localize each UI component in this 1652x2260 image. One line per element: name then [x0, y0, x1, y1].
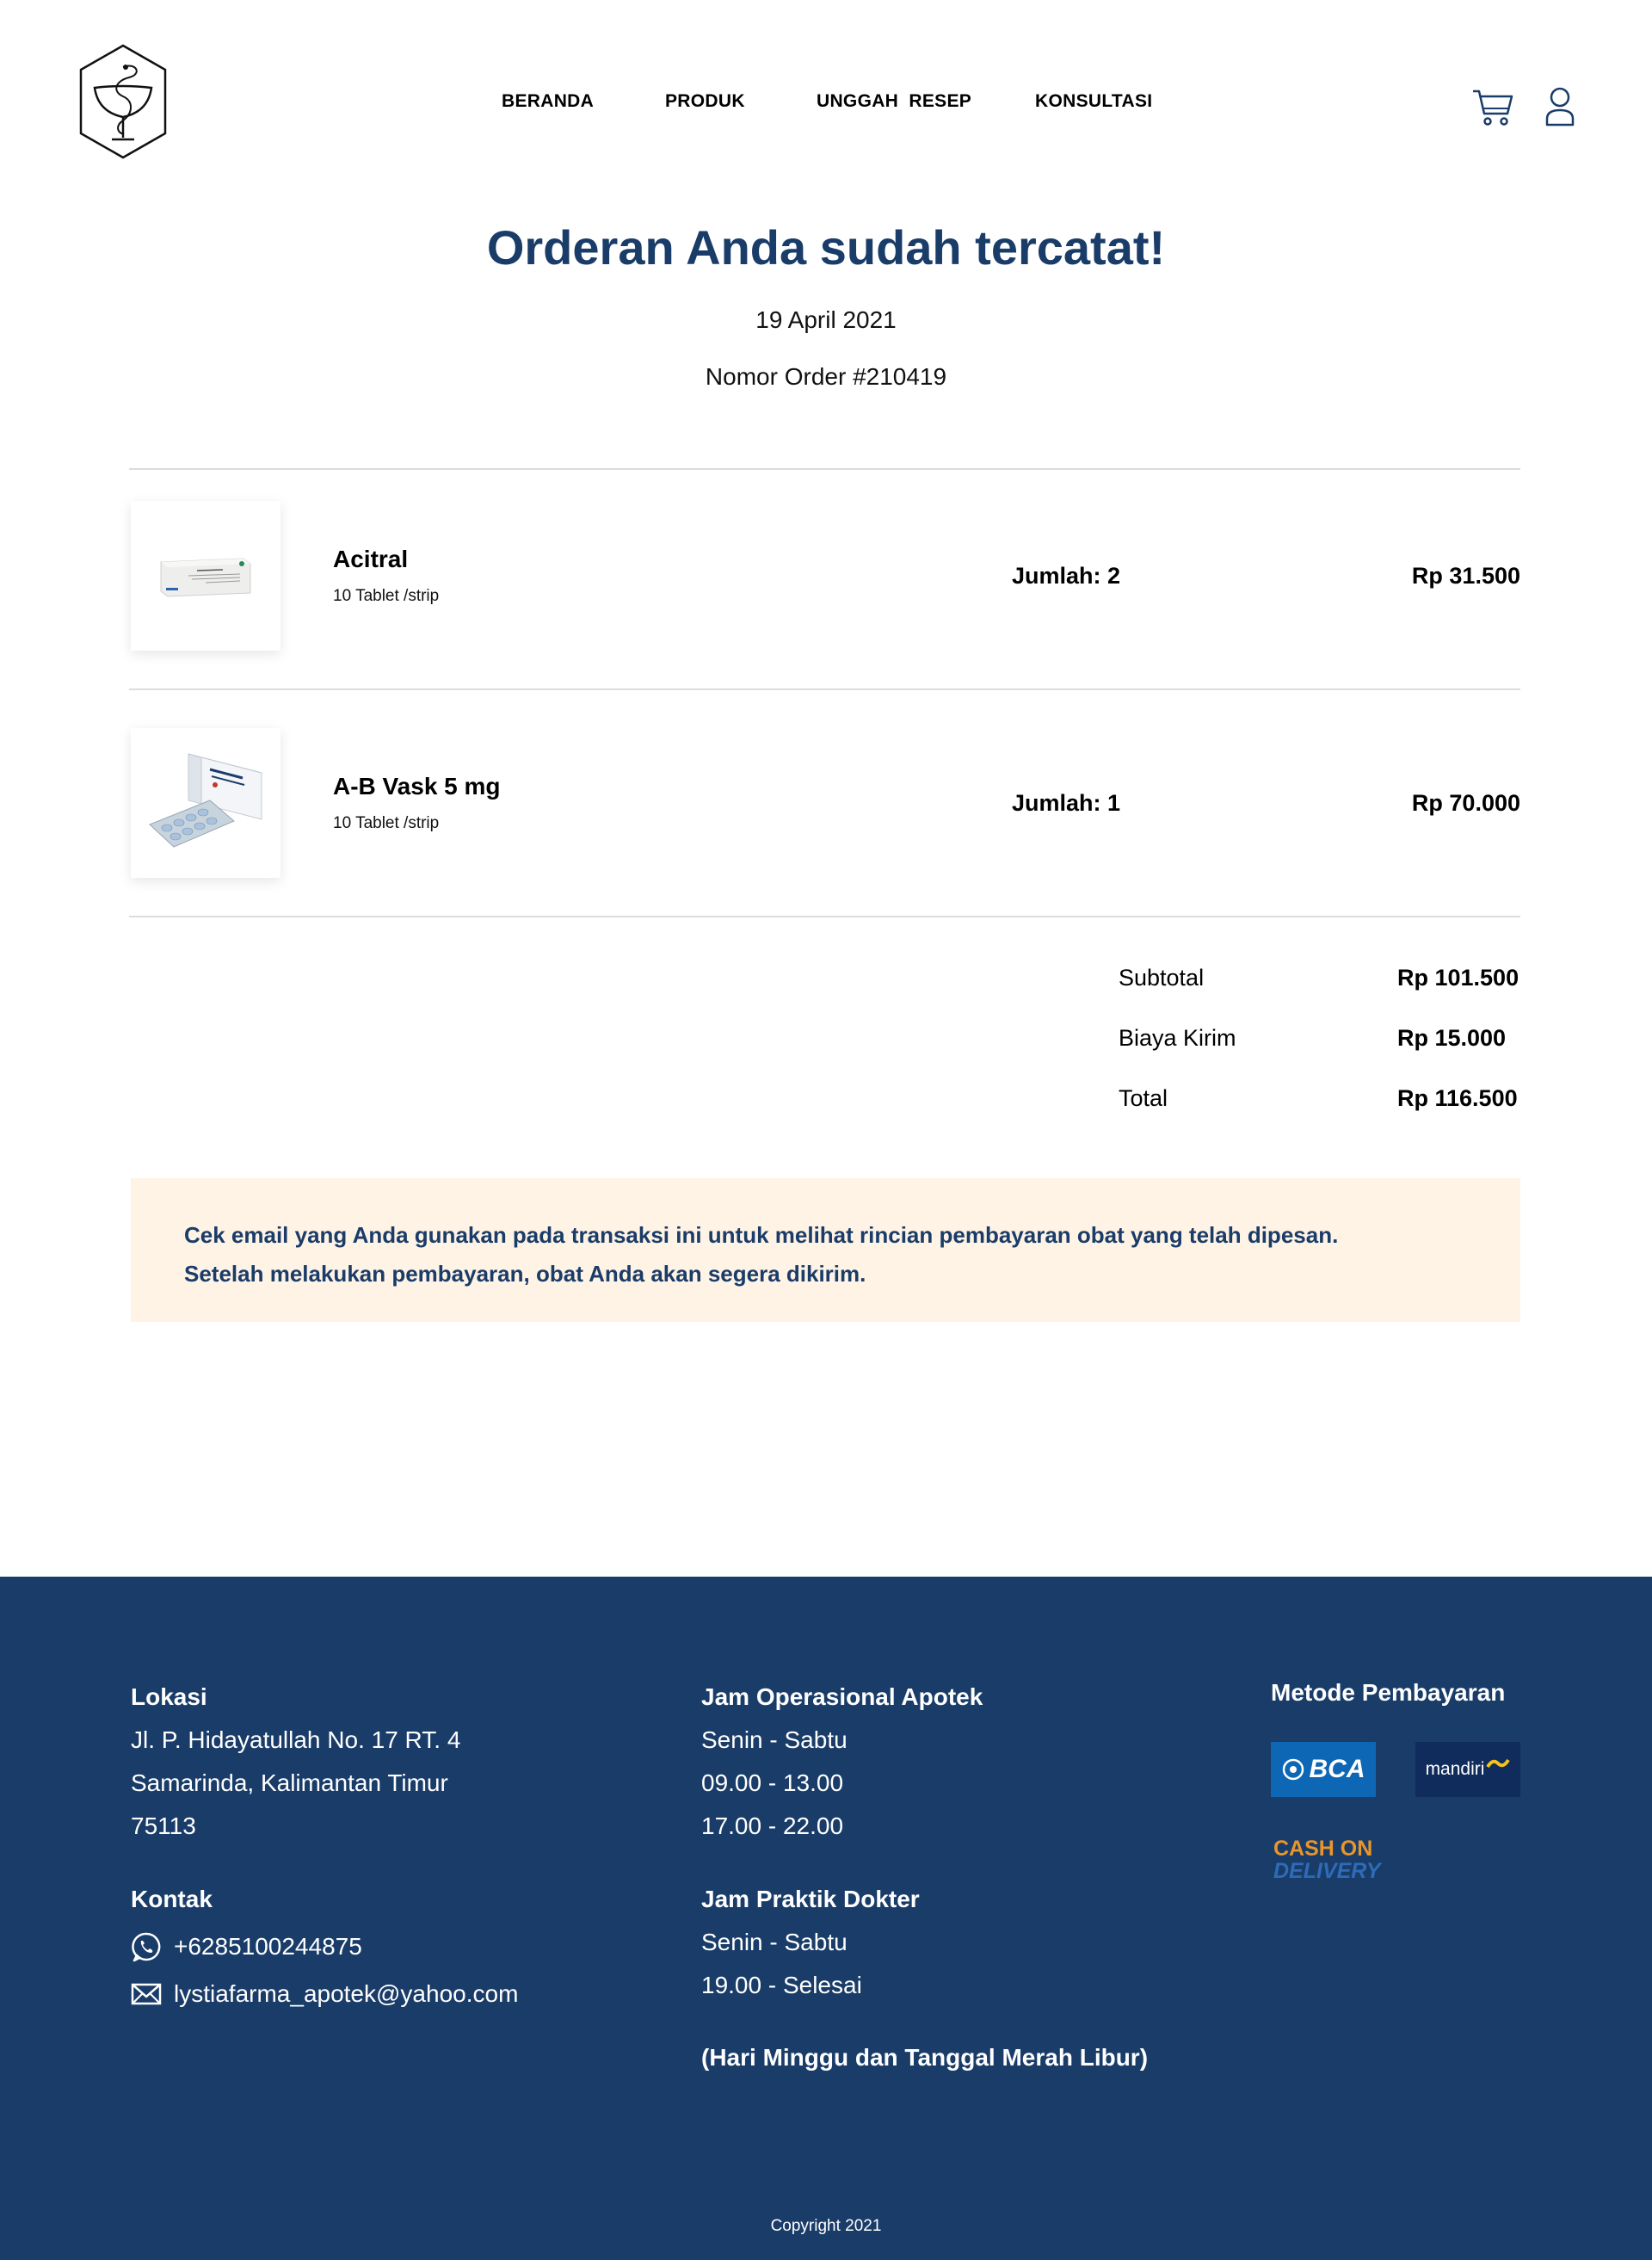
product-qty: Jumlah: 1: [1012, 790, 1121, 816]
site-footer: [0, 1577, 1652, 2260]
subtotal-label: Subtotal: [1119, 965, 1205, 991]
product-qty: Jumlah: 2: [1012, 563, 1121, 589]
summary-total: [1119, 1085, 1520, 1116]
divider: [129, 688, 1520, 690]
holiday-note: (Hari Minggu dan Tanggal Merah Libur): [701, 2044, 1149, 2071]
payment-heading: Metode Pembayaran: [1271, 1679, 1506, 1706]
cart-icon[interactable]: [1471, 86, 1514, 127]
address-line: Jl. P. Hidayatullah No. 17 RT. 4: [131, 1726, 461, 1753]
location-heading: Lokasi: [131, 1683, 207, 1710]
mandiri-wave-icon: [1486, 1757, 1510, 1770]
mail-icon: [131, 1982, 162, 2006]
payment-mandiri-logo: [1415, 1742, 1520, 1797]
pharmacy-hours: 09.00 - 13.00: [701, 1769, 844, 1796]
address-line: Samarinda, Kalimantan Timur: [131, 1769, 448, 1796]
phone-number: +6285100244875: [174, 1933, 362, 1960]
page-title: Orderan Anda sudah tercatat!: [486, 220, 1166, 275]
site-header: [0, 0, 1652, 203]
product-image-acitral: [131, 501, 280, 651]
mandiri-text: mandiri: [1425, 1759, 1485, 1779]
product-price: Rp 31.500: [1411, 563, 1520, 589]
product-desc: 10 Tablet /strip: [333, 587, 440, 605]
nav-unggah-resep[interactable]: UNGGAH RESEP: [817, 91, 972, 111]
main-nav: [0, 91, 1652, 117]
product-image-ab-vask: [131, 728, 280, 878]
shipping-value: Rp 15.000: [1397, 1025, 1507, 1051]
divider: [129, 916, 1520, 917]
order-number: Nomor Order #210419: [705, 363, 947, 390]
contact-email[interactable]: [131, 1980, 518, 2008]
payment-notice: [131, 1178, 1520, 1322]
product-desc: 10 Tablet /strip: [333, 814, 440, 832]
pharmacy-hours: 17.00 - 22.00: [701, 1812, 844, 1839]
user-icon[interactable]: [1544, 86, 1575, 127]
total-value: Rp 116.500: [1397, 1085, 1518, 1111]
bca-emblem-icon: [1282, 1758, 1304, 1781]
cod-text-1: CASH ON: [1273, 1837, 1373, 1861]
product-name: A-B Vask 5 mg: [333, 773, 501, 800]
nav-produk[interactable]: PRODUK: [665, 91, 745, 111]
doctor-hours: 19.00 - Selesai: [701, 1972, 862, 1998]
email-address: lystiafarma_apotek@yahoo.com: [174, 1980, 519, 2007]
pharmacy-hours-heading: Jam Operasional Apotek: [701, 1683, 983, 1710]
product-price: Rp 70.000: [1411, 790, 1520, 816]
contact-heading: Kontak: [131, 1886, 213, 1912]
payment-cod-logo: [1273, 1837, 1385, 1882]
divider: [129, 468, 1520, 470]
order-item: [129, 728, 1520, 880]
product-name: Acitral: [333, 546, 409, 572]
address-line: 75113: [131, 1812, 196, 1839]
total-label: Total: [1119, 1085, 1168, 1111]
subtotal-value: Rp 101.500: [1397, 965, 1519, 991]
bca-text: BCA: [1309, 1755, 1365, 1783]
copyright: Copyright 2021: [770, 2217, 882, 2235]
pharmacy-days: Senin - Sabtu: [701, 1726, 848, 1753]
notice-line-1: Cek email yang Anda gunakan pada transaksi ini untuk melihat rincian pembayaran obat yang telah dipesan.: [184, 1222, 1339, 1248]
doctor-hours-heading: Jam Praktik Dokter: [701, 1886, 920, 1912]
shipping-label: Biaya Kirim: [1119, 1025, 1236, 1051]
whatsapp-icon: [131, 1931, 162, 1962]
summary-shipping: [1119, 1025, 1520, 1056]
order-item: [129, 501, 1520, 652]
notice-line-2: Setelah melakukan pembayaran, obat Anda akan segera dikirim.: [184, 1261, 866, 1287]
nav-beranda[interactable]: BERANDA: [502, 91, 595, 111]
payment-bca-logo: [1271, 1742, 1376, 1797]
summary-subtotal: [1119, 965, 1520, 996]
nav-konsultasi[interactable]: KONSULTASI: [1035, 91, 1153, 111]
order-date: 19 April 2021: [755, 306, 897, 333]
doctor-days: Senin - Sabtu: [701, 1929, 848, 1955]
contact-phone[interactable]: [131, 1931, 362, 1962]
cod-text-2: DELIVERY: [1273, 1859, 1381, 1883]
